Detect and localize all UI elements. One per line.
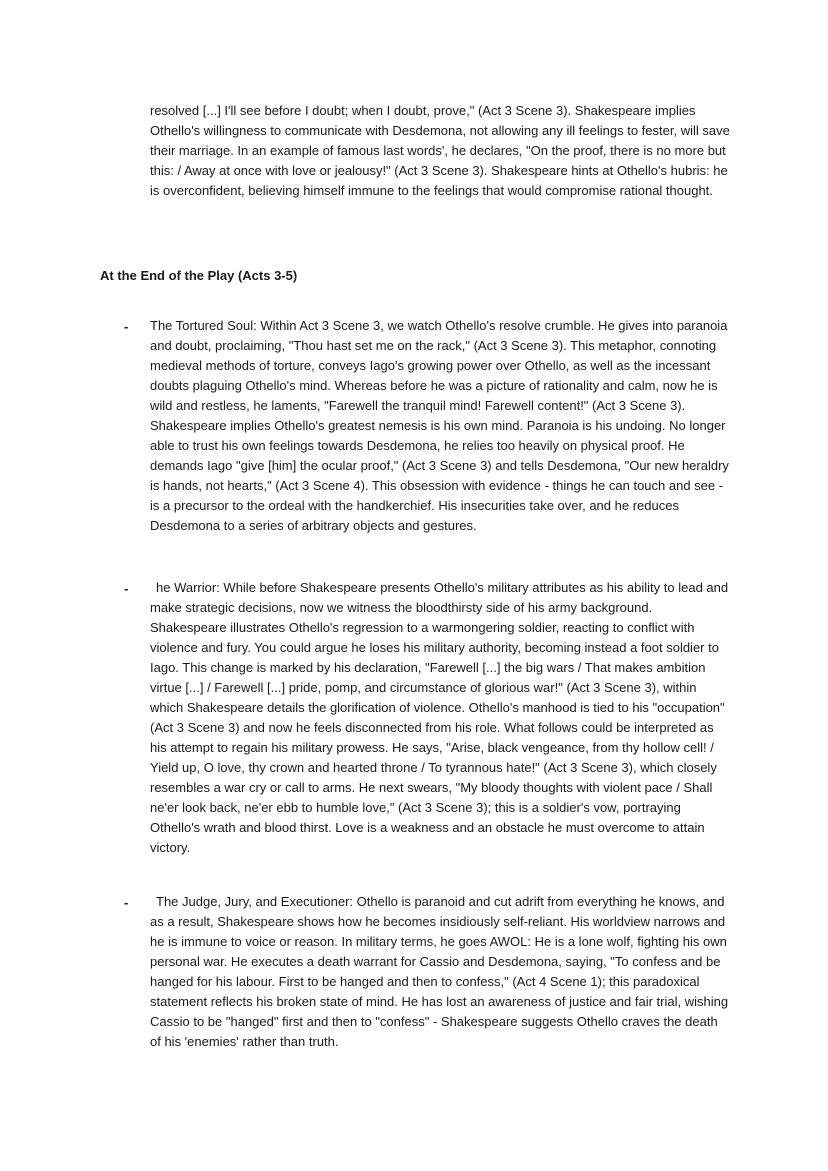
intro-paragraph: resolved [...] I'll see before I doubt; when I doubt, prove," (Act 3 Scene 3). Shakespeare implies Othello's willingness to communicate with Desdemona, not allowing any ill feelings to fester, will save their marriage. In an example of famous last words', he declares, "On the proof, there is no more but this: / Away at once with love or jealousy!" (Act 3 Scene 3). Shakespeare hints at Othello's hubris: he is overconfident, believing himself immune to the feelings that would compromise rational thought. (150, 103, 730, 198)
list-item-warrior: he Warrior: While before Shakespeare presents Othello's military attributes as his ability to lead and make strategic decisions, now we witness the bloodthirsty side of his army background. Shakespeare illustrates Othello's regression to a warmongering soldier, reacting to conflict with violence and fury. You could argue he loses his military authority, becoming instead a foot soldier to Iago. This change is marked by his declaration, "Farewell [...] the big wars / That makes ambition virtue [...] / Farewell [...] pride, pomp, and circumstance of glorious war!" (Act 3 Scene 3), within which Shakespeare details the glorification of violence. Othello's manhood is tied to his "occupation" (Act 3 Scene 3) and now he feels disconnected from his role. What follows could be interpreted as his attempt to regain his military prowess. He says, "Arise, black vengeance, from thy hollow cell! / Yield up, O love, thy crown and hearted throne / To tyrannous hate!" (Act 3 Scene 3), which closely resembles a war cry or call to arms. He next swears, "My bloody thoughts with violent pace / Shall ne'er look back, ne'er ebb to humble love," (Act 3 Scene 3); this is a soldier's vow, portraying Othello's wrath and blood thirst. Love is a weakness and an obstacle he must overcome to attain victory. (150, 580, 729, 855)
list-item-judge-jury-executioner: The Judge, Jury, and Executioner: Othello is paranoid and cut adrift from everything he knows, and as a result, Shakespeare shows how he becomes insidiously self-reliant. His worldview narrows and he is immune to voice or reason. In military terms, he goes AWOL: He is a lone wolf, fighting his own personal war. He executes a death warrant for Cassio and Desdemona, saying, "To confess and be hanged for his labour. First to be hanged and then to confess," (Act 4 Scene 1); this paradoxical statement reflects his broken state of mind. He has lost an awareness of justice and fair trial, wishing Cassio to be "hanged" first and then to "confess" - Shakespeare suggests Othello craves the death of his 'enemies' rather than truth. (150, 894, 729, 1049)
bullet-marker: - (124, 319, 129, 334)
section-heading: At the End of the Play (Acts 3-5) (100, 268, 298, 283)
list-item-tortured-soul: The Tortured Soul: Within Act 3 Scene 3, we watch Othello's resolve crumble. He gives into paranoia and doubt, proclaiming, "Thou hast set me on the rack," (Act 3 Scene 3). This metaphor, connoting medieval methods of torture, conveys Iago's growing power over Othello, as well as the incessant doubts plaguing Othello's mind. Whereas before he was a picture of rationality and calm, now he is wild and restless, he laments, "Farewell the tranquil mind! Farewell content!" (Act 3 Scene 3). Shakespeare implies Othello's greatest nemesis is his own mind. Paranoia is his undoing. No longer able to trust his own feelings towards Desdemona, he relies too heavily on physical proof. He demands Iago "give [him] the ocular proof," (Act 3 Scene 3) and tells Desdemona, "Our new heraldry is hands, not hearts," (Act 3 Scene 4). This obsession with evidence - things he can touch and see - is a precursor to the ordeal with the handkerchief. His insecurities take over, and he reduces Desdemona to a series of arbitrary objects and gestures. (150, 318, 729, 533)
bullet-marker: - (124, 895, 129, 910)
bullet-marker: - (124, 581, 129, 596)
